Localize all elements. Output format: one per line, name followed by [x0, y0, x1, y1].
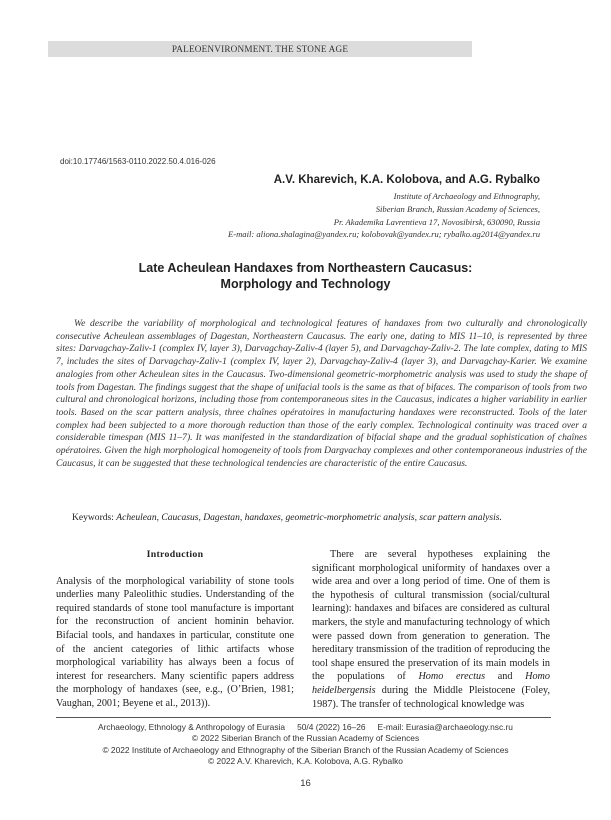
page-number: 16	[300, 778, 311, 789]
affiliation-emails: E-mail: aliona.shalagina@yandex.ru; kolobovak@yandex.ru; rybalko.ag2014@yandex.ru	[227, 229, 540, 240]
paragraph	[312, 548, 550, 711]
footer	[0, 722, 611, 767]
affiliation-line: Pr. Akademika Lavrentieva 17, Novosibirsk, 630090, Russia	[333, 216, 540, 227]
copyright-line: © 2022 Siberian Branch of the Russian Academy of Sciences	[191, 733, 420, 744]
column-left	[56, 548, 294, 711]
copyright-line: © 2022 Institute of Archaeology and Ethnography of the Siberian Branch of the Russian Academy of Sciences	[102, 744, 509, 755]
footer-journal-line	[0, 722, 611, 733]
title-line-1: Late Acheulean Handaxes from Northeastern Caucasus:	[138, 261, 473, 275]
section-heading-introduction: Introduction	[146, 549, 204, 560]
title-line-2: Morphology and Technology	[220, 277, 391, 291]
affiliation	[228, 190, 540, 241]
article-title	[0, 260, 611, 292]
copyright-line: © 2022 A.V. Kharevich, K.A. Kolobova, A.G. Rybalko	[208, 755, 403, 766]
journal-issue: 50/4 (2022) 16–26	[297, 722, 366, 732]
column-right	[312, 548, 550, 711]
doi-link[interactable]: doi:10.17746/1563-0110.2022.50.4.016-026	[60, 157, 216, 166]
text-run: during the Middle Pleistocene (Foley, 1987). The transfer of technological knowledge was	[312, 684, 550, 710]
affiliation-line: Siberian Branch, Russian Academy of Sciences,	[375, 203, 540, 214]
journal-name: Archaeology, Ethnology & Anthropology of Eurasia	[98, 722, 286, 732]
species-name: Homo heidelbergensis	[312, 671, 550, 696]
text-run: and	[485, 671, 526, 683]
text-run: There are several hypotheses explaining the significant morphological uniformity of handaxes over a wide area and over a long period of time. One of them is the hypothesis of cultural transmission (social/cultural learning): handaxes and bifaces are considered as cultural markers, the style and manufacturing technology of which were passed down from generation to generation. The hereditary transmission of the tradition of reproducing the tool shape ensured the preservation of its main models in the populations of	[312, 549, 550, 683]
keywords-list: Acheulean, Caucasus, Dagestan, handaxes, geometric-morphometric analysis, scar pattern analysis.	[116, 512, 502, 523]
running-header: PALEOENVIRONMENT. THE STONE AGE	[48, 41, 472, 57]
species-name: Homo erectus	[418, 671, 486, 683]
footer-divider	[56, 717, 551, 718]
keywords-label: Keywords:	[72, 512, 114, 523]
authors: A.V. Kharevich, K.A. Kolobova, and A.G. Rybalko	[273, 174, 540, 186]
keywords	[72, 512, 502, 523]
affiliation-line: Institute of Archaeology and Ethnography,	[393, 191, 540, 201]
paragraph: Analysis of the morphological variability of stone tools underlies many Paleolithic studies. Understanding of the required standards of stone tool manufacture is important for the reconstruction of ancient hominin behavior. Bifacial tools, and handaxes in particular, constitute one of the ancient categories of lithic artifacts whose morphological variability has always been a focus of interest for researchers. Many scientific papers address the morphology of handaxes (see, e.g., (O’Brien, 1981; Vaughan, 2001; Beyene et al., 2013)).	[56, 575, 294, 709]
abstract: We describe the variability of morphological and technological features of handaxes from two culturally and chronologically consecutive Acheulean assemblages of Dagestan, Northeastern Caucasus. The early one, dating to MIS 11–10, is represented by three sites: Darvagchay-Zaliv-1 (complex IV, layer 3), Darvagchay-Zaliv-4 (layer 5), and Darvagchay-Zaliv-2. The late complex, dating to MIS 7, includes the sites of Darvagchay-Zaliv-1 (complex IV, layer 2), Darvagchay-Zaliv-4 (layer 3), and Darvagchay-Karier. We examine analogies from other Acheulean sites in the Caucasus. Two-dimensional geometric-morphometric analysis was used to study the shape of tools from Dagestan. The findings suggest that the shape of unifacial tools is the same as that of bifaces. The comparison of tools from two cultural and chronological horizons, including those from contemporaneous sites in the Caucasus, indicates a higher variability in earlier tools. Based on the scar pattern analysis, three chaînes opératoires in manufacturing handaxes were reconstructed. Tools of the later complex had been subjected to a more thorough reduction than those of the early complex. Technological continuity was traced over a considerable timespan (MIS 11–7). It was manifested in the standardization of bifacial shape and the gradual sophistication of chaînes opératoires. Given the high morphological homogeneity of tools from Dargvachay complexes and other contemporaneous industries of the Caucasus, it can be suggested that these technological tendencies are characteristic of the entire Caucasus.	[56, 318, 587, 469]
journal-email[interactable]: E-mail: Eurasia@archaeology.nsc.ru	[377, 722, 513, 732]
